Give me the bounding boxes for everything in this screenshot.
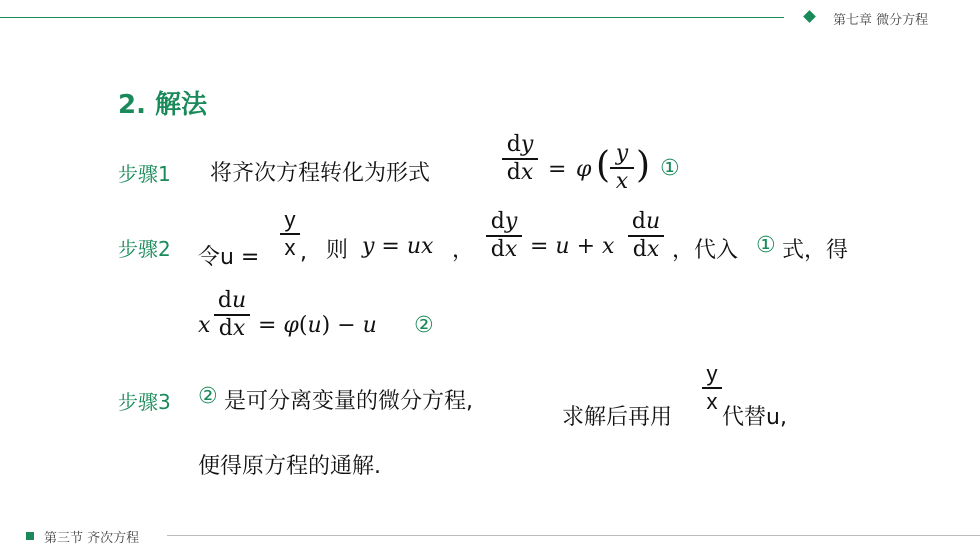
step2-eq1: y = ux [362, 234, 434, 259]
step2-sep: ， [452, 238, 475, 263]
step3-y-over-x: y x [702, 362, 722, 414]
footer-rule [167, 535, 980, 536]
eq2-x: x [198, 313, 211, 338]
step3-text4: 便得原方程的通解. [198, 454, 381, 479]
step2-dy-dx: dy dx [486, 210, 522, 262]
step1-y-x: y x [610, 142, 634, 194]
step1-lparen: ( [596, 145, 611, 186]
eq2-du-dx: du dx [214, 289, 250, 341]
square-bullet-icon [26, 532, 34, 540]
step3-text3: 代替u, [722, 405, 787, 430]
step1-marker: ① [660, 156, 680, 181]
eq2-rhs: = φ(u) − u [258, 313, 377, 338]
step2-y-over-x: y x [280, 208, 300, 260]
step2-let: 令u = [198, 245, 260, 270]
step3-text2: 求解后再用 [562, 405, 673, 430]
step1-equals: = [548, 157, 567, 182]
step2-substitute: ，代入 [672, 238, 739, 263]
step1-phi: φ [576, 157, 592, 182]
step2-marker-ref: ① [756, 233, 776, 258]
step3-marker-ref: ② [198, 384, 218, 409]
step2-rhs: = u + x [530, 234, 615, 259]
step2-comma: , [300, 240, 307, 265]
diamond-icon [803, 10, 816, 23]
step1-label: 步骤1 [118, 162, 171, 186]
step3-label: 步骤3 [118, 390, 171, 414]
page-heading: 2. 解法 [118, 90, 208, 120]
header-rule [0, 17, 784, 18]
step2-marker: ② [414, 313, 434, 338]
step1-rparen: ) [636, 145, 651, 186]
step2-then: 则 [326, 238, 349, 263]
step2-tail: 式，得 [782, 238, 849, 263]
step2-label: 步骤2 [118, 237, 171, 261]
section-title: 第三节 齐次方程 [44, 531, 140, 546]
step2-du-dx: du dx [628, 210, 664, 262]
step3-text1: 是可分离变量的微分方程, [224, 389, 473, 414]
chapter-title: 第七章 微分方程 [833, 13, 929, 28]
step1-dy-dx: dy dx [502, 133, 538, 185]
step1-text: 将齐次方程转化为形式 [210, 161, 431, 186]
